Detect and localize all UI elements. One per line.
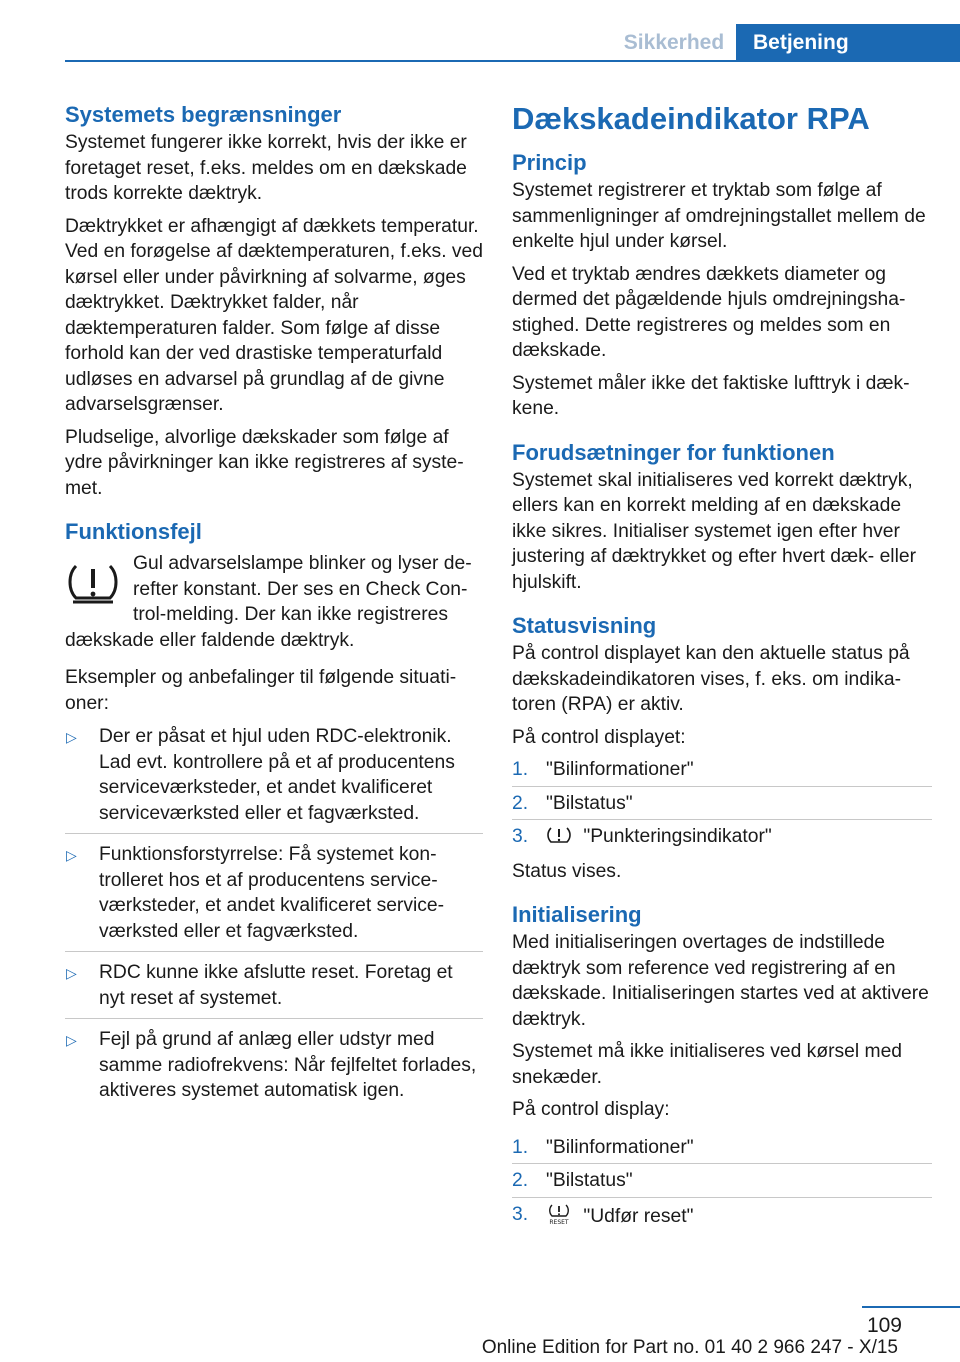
triangle-bullet-icon: ▷ (66, 847, 77, 863)
warning-block (65, 551, 483, 653)
list-item (65, 1027, 483, 1111)
examples-list (65, 724, 483, 1111)
paragraph: Pludselige, alvorlige dækskader som følge af ydre påvirkninger kan ikke registreres af systemet. (65, 426, 464, 499)
list-item-text: Fejl på grund af anlæg eller udstyr med samme radiofrekvens: Når fejlfeltet forlades, aktiveres systemet automatisk igen. (99, 1029, 477, 1101)
heading-system-limits: Systemets begrænsninger (65, 102, 342, 127)
list-item (65, 960, 483, 1019)
step-text: "Bilinformationer" (546, 1136, 694, 1158)
step-number: 2. (512, 1170, 529, 1191)
paragraph: På control display: (512, 1099, 670, 1120)
tire-pressure-warning-icon (65, 556, 121, 608)
step-text: "Bilstatus" (546, 1170, 633, 1191)
header-rule (65, 60, 960, 62)
tab-sikkerhed[interactable]: Sikkerhed (623, 31, 725, 54)
tab-betjening[interactable]: Betjening (736, 24, 960, 62)
step-text: "Udfør reset" (578, 1205, 694, 1227)
list-item (65, 724, 483, 834)
paragraph: Med initialiseringen overtages de indstillede dæktryk som reference ved registrering af en dækskade. Initialiseringen startes ved at aktivere dæktryk. (512, 932, 929, 1030)
triangle-bullet-icon: ▷ (66, 1032, 77, 1048)
paragraph: Systemet registrerer et tryktab som følge af sammenligninger af omdrejningstallet mellem de enkelte hjul under kørsel. (512, 180, 926, 252)
list-item-text: RDC kunne ikke afslutte reset. Foretag et nyt reset af systemet. (99, 962, 453, 1009)
status-steps-list (512, 757, 932, 853)
list-item (512, 757, 932, 787)
heading-malfunction: Funktionsfejl (65, 519, 202, 544)
step-text: "Bilstatus" (546, 792, 633, 814)
paragraph: Eksempler og anbefalinger til følgende situationer: (65, 667, 457, 714)
section-title: Dækskadeindikator RPA (512, 101, 870, 136)
heading-status-display: Statusvisning (512, 613, 657, 638)
tire-reset-icon (546, 1202, 572, 1226)
paragraph: Gul advarselslampe blinker og lyser derefter konstant. Der ses en Check Control-melding. Der kan ikke registreres dækskade eller faldende dæktryk. (65, 553, 472, 651)
step-number: 2. (512, 792, 529, 814)
step-text: "Bilinformationer" (546, 759, 694, 780)
paragraph: På control displayet: (512, 726, 686, 748)
list-item (65, 842, 483, 952)
step-text: "Punkteringsindikator" (578, 826, 772, 847)
right-column (512, 100, 932, 1238)
paragraph: Systemet fungerer ikke korrekt, hvis der ikke er foretaget reset, f.eks. meldes om en dækskade trods korrekte dæktryk. (65, 132, 467, 204)
step-number: 1. (512, 759, 529, 780)
triangle-bullet-icon: ▷ (66, 729, 77, 745)
footer-edition: Online Edition for Part no. 01 40 2 966 247 - X/15 (481, 1337, 898, 1358)
heading-principle: Princip (512, 150, 587, 175)
list-item (512, 824, 932, 853)
init-steps-list (512, 1135, 932, 1233)
triangle-bullet-icon: ▷ (66, 965, 77, 981)
heading-requirements: Forudsætninger for funktionen (512, 439, 835, 465)
paragraph: Status vises. (512, 860, 622, 882)
paragraph: Systemet må ikke initialiseres ved kørsel med snekæder. (512, 1041, 903, 1088)
paragraph: Ved et tryktab ændres dækkets diameter og dermed det pågældende hjuls omdrejningshastighed. Dette registreres og meldes som en dækskade. (512, 263, 906, 361)
list-item-text: Funktionsforstyrrelse: Få systemet kontrolleret hos et af producentens serviceværksteder, et andet kvalificeret serviceværksted eller et fagværksted. (99, 844, 445, 942)
page-header (0, 0, 960, 62)
paragraph: Systemet måler ikke det faktiske lufttryk i dækkene. (512, 372, 910, 419)
paragraph: Systemet skal initialiseres ved korrekt dæktryk, ellers kan en korrekt melding af en dækskade ikke sikres. Initialiser systemet igen efter hver justering af dæktrykket og efter hvert dæk- eller hjulskift. (512, 469, 917, 593)
footer-rule (862, 1306, 960, 1308)
reset-icon-label: RESET (549, 1218, 569, 1226)
list-item-text: Der er påsat et hjul uden RDC-elektronik. Lad evt. kontrollere på et af producentens serviceværksteder, et andet kvalificeret serviceværksted eller et fagværksted. (99, 726, 455, 824)
list-item (512, 791, 932, 821)
list-item (512, 1202, 932, 1233)
step-number: 3. (512, 1203, 529, 1225)
left-column (65, 100, 483, 1119)
flat-tire-indicator-icon (546, 824, 572, 846)
paragraph: Dæktrykket er afhængigt af dækkets temperatur. Ved en forøgelse af dæktemperaturen, f.eks. ved kørsel eller under påvirkning af solvarme, øges dæktrykket. Dæktrykket falder, når dæktemperaturen falder. Som følge af disse forhold kan der ved drastiske temperaturfald udløses en advarsel på grundlag af de givne advarselsgrænser. (65, 215, 483, 415)
page-number: 109 (866, 1314, 902, 1337)
step-number: 3. (512, 826, 529, 847)
list-item (512, 1168, 932, 1198)
paragraph: På control displayet kan den aktuelle status på dækskadeindikatoren vises, f. eks. om indikatoren (RPA) er aktiv. (512, 643, 910, 715)
step-number: 1. (512, 1136, 529, 1158)
list-item (512, 1135, 932, 1165)
heading-initialisation: Initialisering (512, 902, 642, 927)
